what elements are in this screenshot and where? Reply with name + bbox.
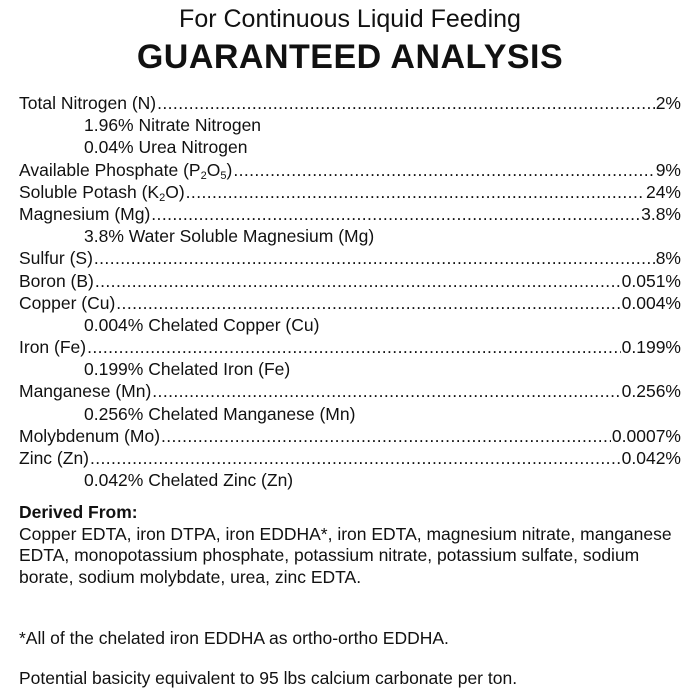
nutrient-value: 0.0007% xyxy=(611,425,681,446)
label-title: GUARANTEED ANALYSIS xyxy=(136,38,564,76)
nutrient-name: Copper (Cu) xyxy=(19,292,116,313)
subscript: 5 xyxy=(220,169,227,182)
row-nitrate-nitrogen xyxy=(19,114,681,136)
nutrient-name: Zinc (Zn) xyxy=(19,448,89,468)
sub-nutrient-text: 0.199% Chelated Iron (Fe) xyxy=(84,359,291,380)
label-subtitle: For Continuous Liquid Feeding xyxy=(179,5,521,33)
nutrient-name: Manganese (Mn) xyxy=(19,381,152,402)
row-available-phosphate xyxy=(19,159,681,181)
nutrient-name: Magnesium (Mg) xyxy=(19,203,151,224)
row-copper xyxy=(19,292,681,314)
nutrient-value: 0.004% xyxy=(621,292,681,313)
dot-leader xyxy=(87,336,621,358)
dot-leader xyxy=(152,380,620,402)
row-chelated-zinc xyxy=(19,469,681,491)
row-chelated-copper xyxy=(19,314,681,336)
row-boron xyxy=(19,270,681,292)
dot-leader xyxy=(95,270,621,292)
sub-nutrient-text: 0.04% Urea Nitrogen xyxy=(84,137,248,158)
row-urea-nitrogen xyxy=(19,136,681,158)
dot-leader xyxy=(157,92,655,114)
row-manganese xyxy=(19,380,681,402)
nutrient-name: Molybdenum (Mo) xyxy=(19,425,161,446)
row-total-nitrogen xyxy=(19,92,681,114)
sub-nutrient-text: 3.8% Water Soluble Magnesium (Mg) xyxy=(84,226,375,247)
row-soluble-potash xyxy=(19,181,681,203)
sub-nutrient-text: 1.96% Nitrate Nitrogen xyxy=(84,115,262,136)
dot-leader xyxy=(186,181,645,203)
sub-nutrient-text: 0.042% Chelated Zinc (Zn) xyxy=(84,470,294,491)
row-sulfur xyxy=(19,247,681,269)
nutrient-name xyxy=(19,181,185,203)
dot-leader xyxy=(151,203,640,225)
row-chelated-iron xyxy=(19,358,681,380)
derived-from-text: Copper EDTA, iron DTPA, iron EDDHA*, iron EDTA, magnesium nitrate, manganese EDTA, monopotassium phosphate, potassium nitrate, potassium sulfate, sodium borate, sodium molybdate, urea, zinc EDTA. xyxy=(19,523,672,587)
derived-from-section xyxy=(19,502,681,588)
nutrient-value: 8% xyxy=(655,248,681,269)
basicity-statement: Potential basicity equivalent to 95 lbs calcium carbonate per ton. xyxy=(19,668,518,688)
row-iron xyxy=(19,336,681,358)
row-molybdenum xyxy=(19,425,681,447)
dot-leader xyxy=(233,159,654,181)
nutrient-value: 2% xyxy=(655,93,681,113)
nutrient-value: 0.256% xyxy=(621,381,681,402)
nutrient-value: 9% xyxy=(655,159,681,180)
derived-from-heading: Derived From: xyxy=(19,502,138,522)
nutrient-name xyxy=(19,159,232,181)
nutrient-name: Sulfur (S) xyxy=(19,248,93,269)
nutrient-value: 0.051% xyxy=(621,270,681,291)
eddha-footnote: *All of the chelated iron EDDHA as ortho-ortho EDDHA. xyxy=(19,628,449,648)
sub-nutrient-text: 0.256% Chelated Manganese (Mn) xyxy=(84,403,356,424)
sub-nutrient-text: 0.004% Chelated Copper (Cu) xyxy=(84,314,320,335)
dot-leader xyxy=(94,247,655,269)
name-part: Available Phosphate (P xyxy=(19,159,201,180)
nutrient-value: 3.8% xyxy=(641,203,681,224)
name-part: O) xyxy=(165,181,185,202)
nutrient-value: 0.199% xyxy=(621,337,681,358)
name-part: O xyxy=(206,159,221,180)
nutrient-name: Total Nitrogen (N) xyxy=(19,93,157,113)
nutrient-value: 0.042% xyxy=(621,448,681,468)
subscript: 2 xyxy=(159,191,166,204)
row-chelated-manganese xyxy=(19,403,681,425)
nutrient-name: Boron (B) xyxy=(19,270,94,291)
name-part: ) xyxy=(226,159,233,180)
row-zinc xyxy=(19,447,681,469)
row-magnesium xyxy=(19,203,681,225)
name-part: Soluble Potash (K xyxy=(19,181,160,202)
row-water-soluble-magnesium xyxy=(19,225,681,247)
nutrient-value: 24% xyxy=(645,181,681,202)
subscript: 2 xyxy=(200,169,207,182)
nutrient-name: Iron (Fe) xyxy=(19,337,87,358)
dot-leader xyxy=(116,292,620,314)
analysis-list xyxy=(19,92,681,491)
dot-leader xyxy=(90,447,621,469)
dot-leader xyxy=(161,425,611,447)
